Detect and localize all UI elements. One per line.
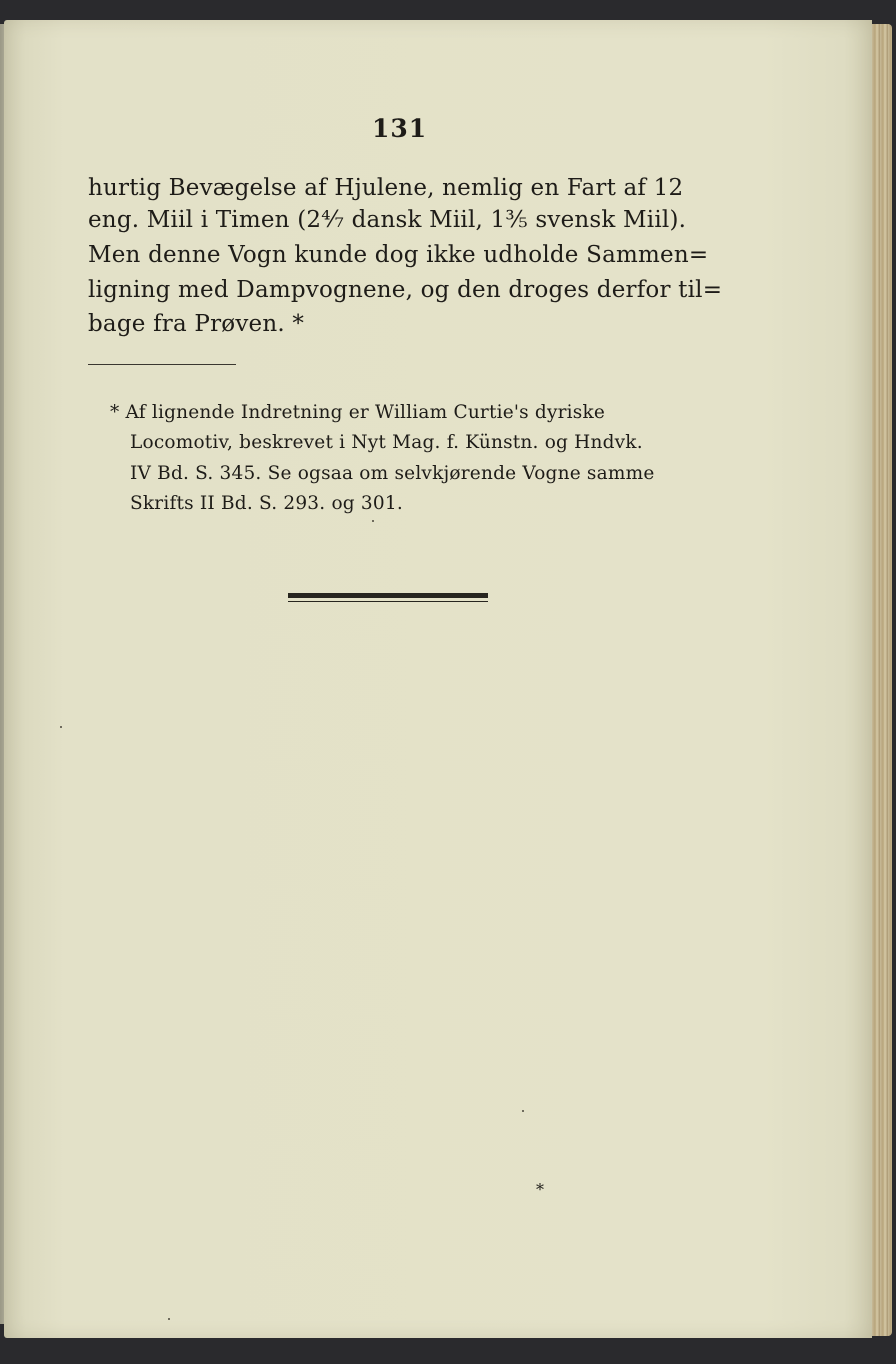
body-line: Men denne Vogn kunde dog ikke udholde Sammen=	[88, 242, 709, 268]
end-rule-thick	[288, 593, 488, 598]
footnote-line: Skrifts II Bd. S. 293. og 301.	[130, 493, 403, 514]
catchword: *	[536, 1180, 544, 1199]
paper-speck	[168, 1318, 170, 1320]
paper-speck	[372, 520, 374, 522]
footnote-line: * Af lignende Indretning er William Curtie's dyriske	[110, 402, 606, 423]
body-line: bage fra Prøven. *	[88, 311, 305, 337]
body-line: hurtig Bevægelse af Hjulene, nemlig en Fart af 12	[88, 175, 684, 201]
footnote-line: IV Bd. S. 345. Se ogsaa om selvkjørende Vogne samme	[130, 463, 655, 484]
end-rule-thin	[288, 601, 488, 602]
footnote-line: Locomotiv, beskrevet i Nyt Mag. f. Künstn. og Hndvk.	[130, 432, 643, 453]
paper-speck	[522, 1110, 524, 1112]
paper-speck	[60, 726, 62, 728]
body-line: ligning med Dampvognene, og den droges derfor til=	[88, 277, 723, 303]
footnote-separator	[88, 364, 236, 365]
body-line: eng. Miil i Timen (2⁴⁄₇ dansk Miil, 1⅗ svensk Miil).	[88, 207, 687, 233]
page-number: 131	[372, 114, 428, 143]
